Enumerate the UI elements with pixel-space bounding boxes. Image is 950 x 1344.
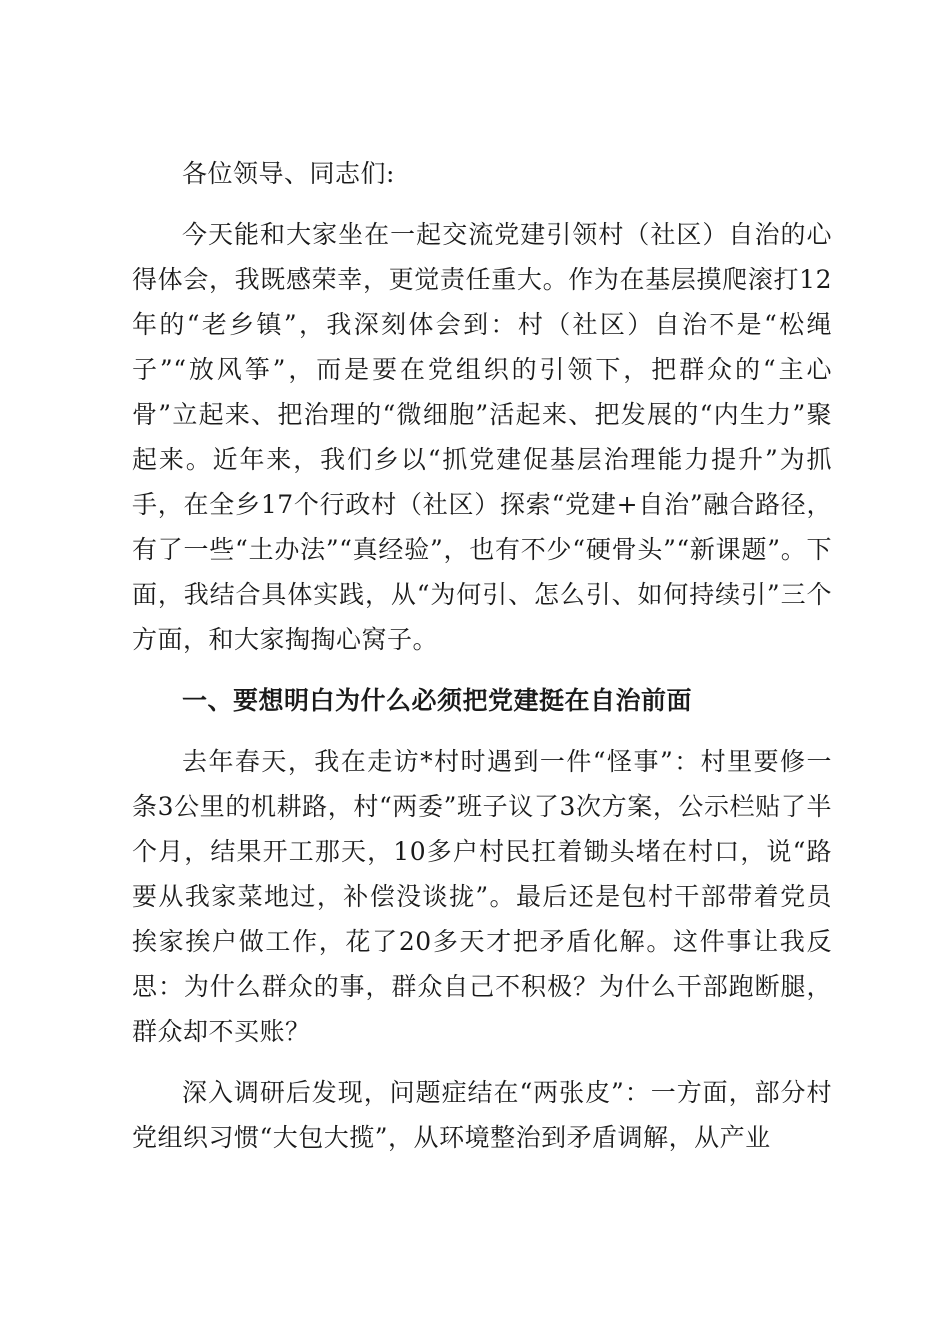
greeting: 各位领导、同志们:	[182, 159, 395, 188]
section-heading: 一、要想明白为什么必须把党建挺在自治前面	[182, 686, 693, 715]
section-paragraph: 去年春天，我在走访*村时遇到一件“怪事”：村里要修一条3公里的机耕路，村“两委”班子议了3次方案，公示栏贴了半个月，结果开工那天，10多户村民扛着锄头堵在村口，说“路要从我家菜地过，补偿没谈拢”。最后还是包村干部带着党员挨家挨户做工作，花了20多天才把矛盾化解。这件事让我反思：为什么群众的事，群众自己不积极？为什么干部跑断腿，群众却不买账？	[132, 747, 832, 1046]
intro-paragraph: 今天能和大家坐在一起交流党建引领村（社区）自治的心得体会，我既感荣幸，更觉责任重大。作为在基层摸爬滚打12年的“老乡镇”，我深刻体会到：村（社区）自治不是“松绳子”“放风筝”，而是要在党组织的引领下，把群众的“主心骨”立起来、把治理的“微细胞”活起来、把发展的“内生力”聚起来。近年来，我们乡以“抓党建促基层治理能力提升”为抓手，在全乡17个行政村（社区）探索“党建+自治”融合路径，有了一些“土办法”“真经验”，也有不少“硬骨头”“新课题”。下面，我结合具体实践，从“为何引、怎么引、如何持续引”三个方面，和大家掏掏心窝子。	[132, 220, 832, 654]
section-paragraph: 深入调研后发现，问题症结在“两张皮”：一方面，部分村党组织习惯“大包大揽”，从环境整治到矛盾调解，从产业	[132, 1078, 832, 1152]
document-body	[132, 151, 832, 1160]
